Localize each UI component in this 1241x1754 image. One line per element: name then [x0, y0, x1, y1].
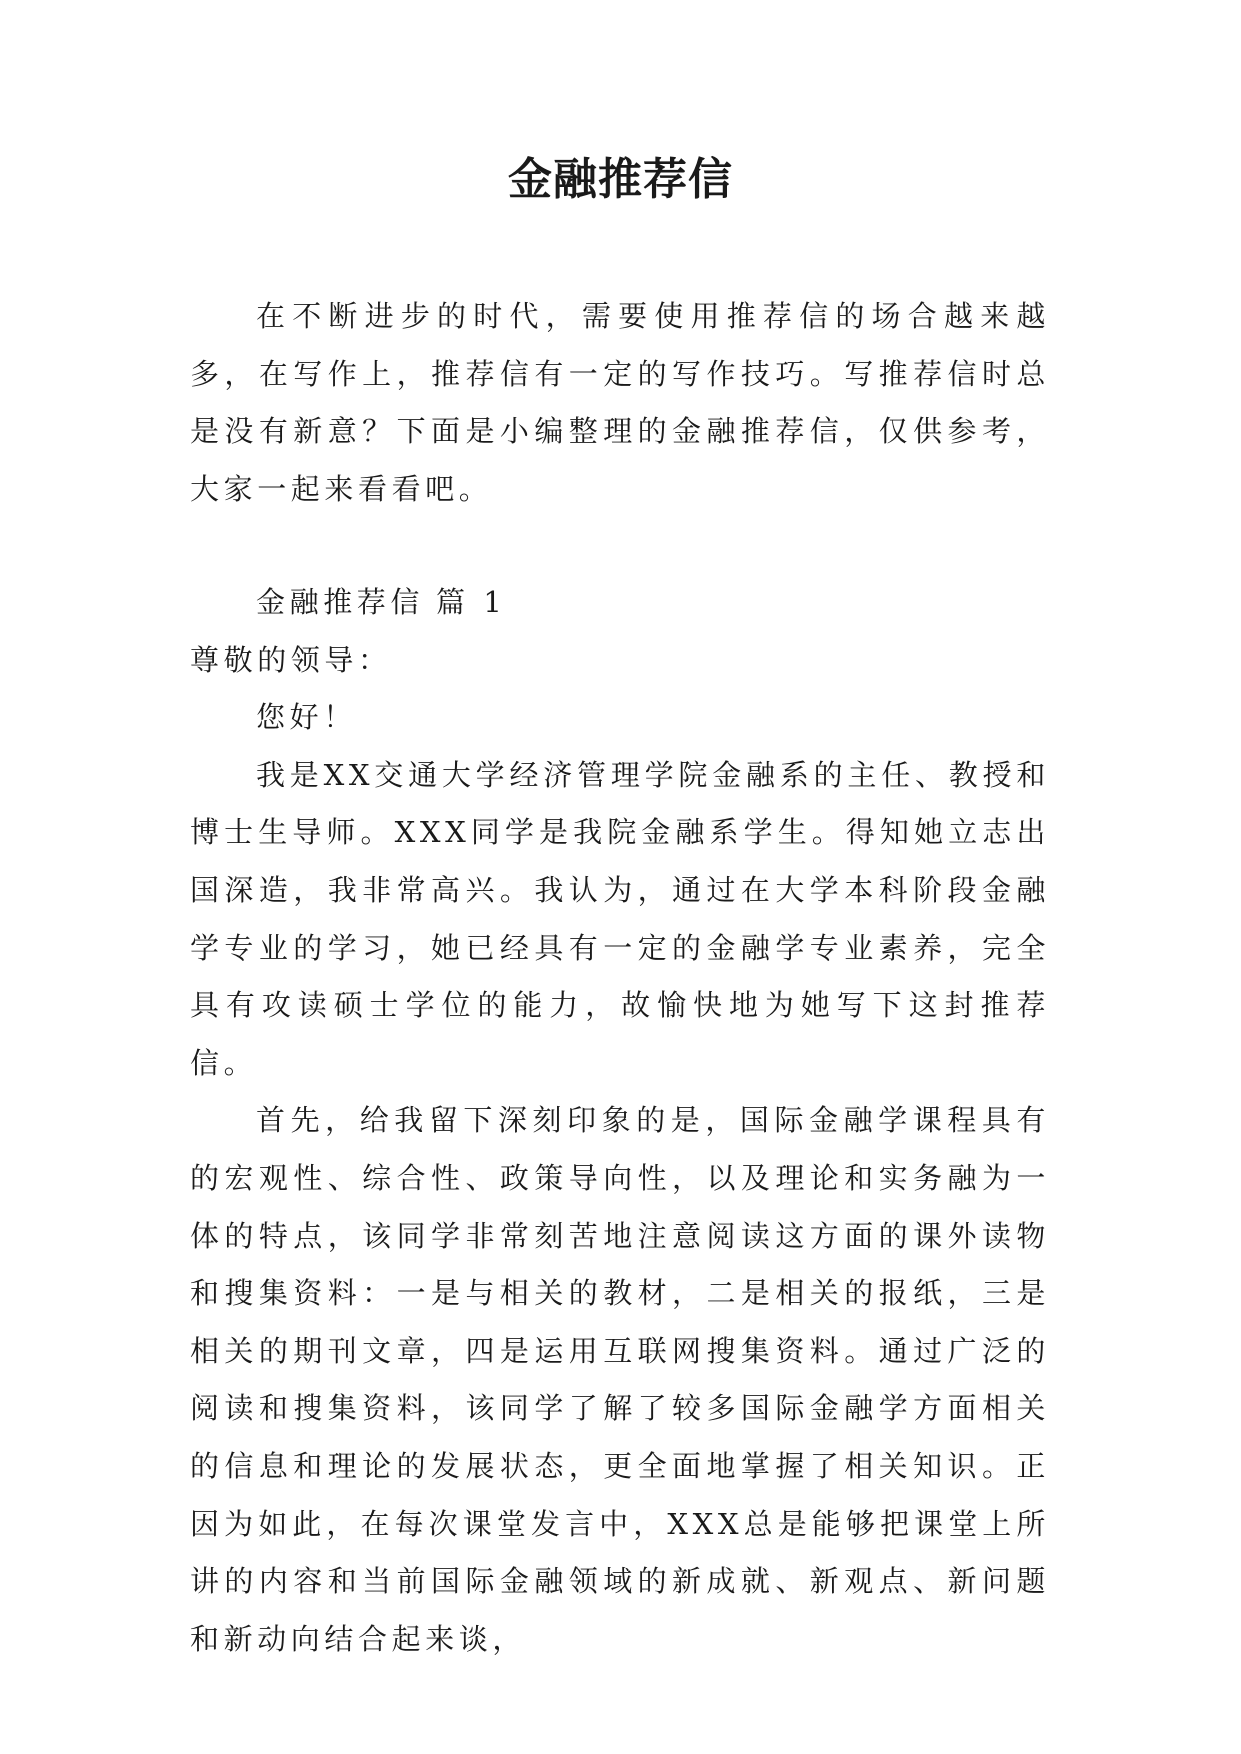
greeting: 您好！ [256, 700, 357, 735]
section-heading [190, 574, 1050, 632]
salutation: 尊敬的领导： [190, 642, 392, 677]
document-title: 金融推荐信 [508, 154, 733, 205]
section-title: 金融推荐信 [256, 585, 425, 619]
letter-block [190, 574, 1050, 1668]
letter-paragraph: 首先，给我留下深刻印象的是，国际金融学课程具有的宏观性、综合性、政策导向性，以及理论和实务融为一体的特点，该同学非常刻苦地注意阅读这方面的课外读物和搜集资料：一是与相关的教材，二是相关的报纸，三是相关的期刊文章，四是运用互联网搜集资料。通过广泛的阅读和搜集资料，该同学了解了较多国际金融学方面相关的信息和理论的发展状态，更全面地掌握了相关知识。正因为如此，在每次课堂发言中，XXX总是能够把课堂上所讲的内容和当前国际金融领域的新成就、新观点、新问题和新动向结合起来谈， [190, 1103, 1050, 1656]
intro-block [190, 288, 1050, 518]
intro-paragraph: 在不断进步的时代，需要使用推荐信的场合越来越多，在写作上，推荐信有一定的写作技巧。写推荐信时总是没有新意？下面是小编整理的金融推荐信，仅供参考，大家一起来看看吧。 [190, 299, 1050, 506]
letter-paragraph: 我是XX交通大学经济管理学院金融系的主任、教授和博士生导师。XXX同学是我院金融系学生。得知她立志出国深造，我非常高兴。我认为，通过在大学本科阶段金融学专业的学习，她已经具有一定的金融学专业素养，完全具有攻读硕士学位的能力，故愉快地为她写下这封推荐信。 [190, 757, 1050, 1080]
section-number: 篇 1 [436, 585, 507, 619]
